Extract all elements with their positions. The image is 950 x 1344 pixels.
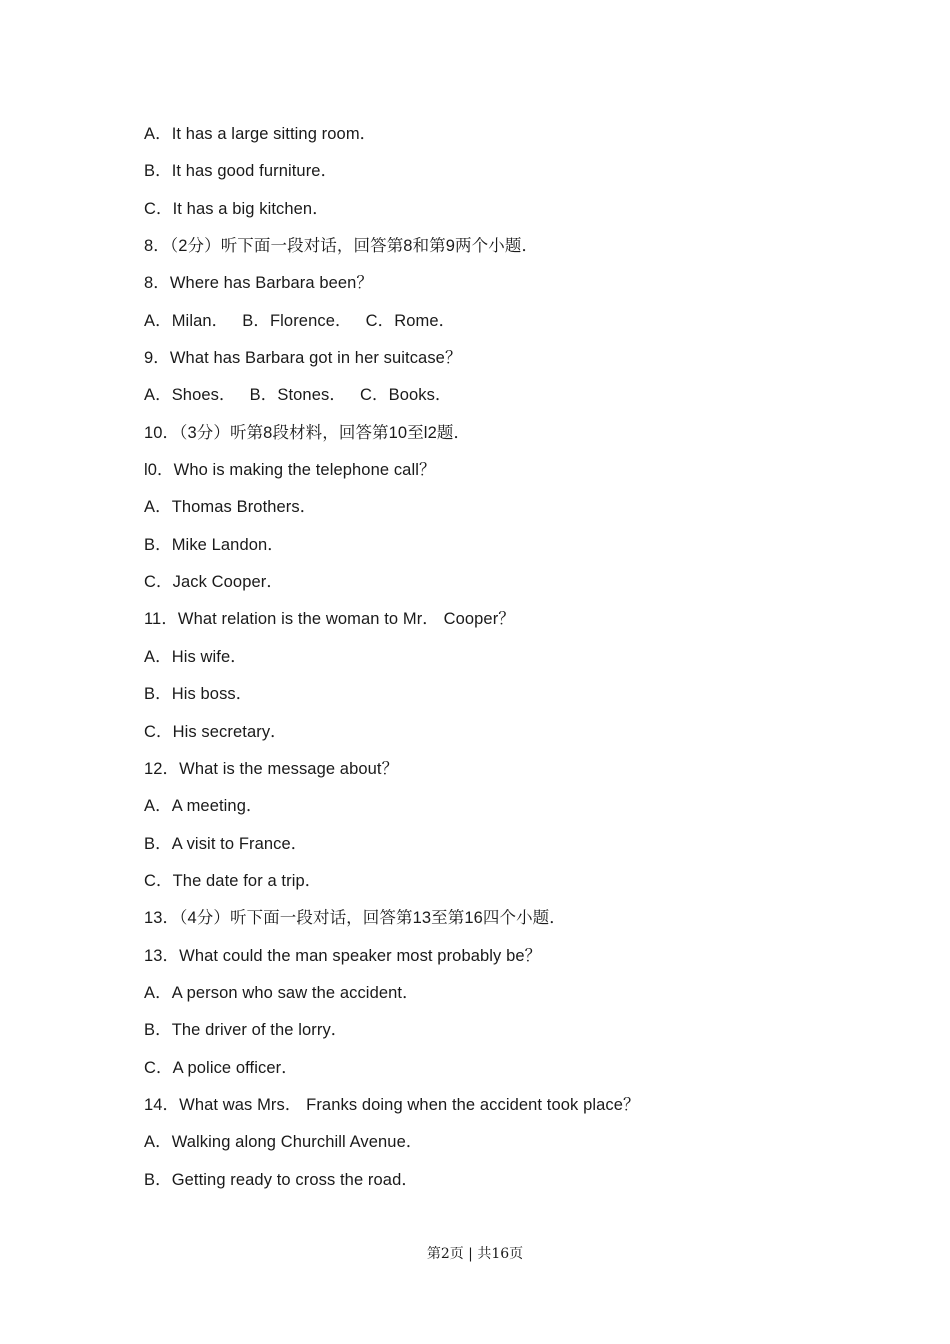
option-line: A．His wife． [144, 647, 247, 666]
option-line: C．The date for a trip． [144, 871, 322, 890]
question-line: l0．Who is making the telephone call？ [144, 461, 436, 480]
section-heading: 8．（2分）听下面一段对话，回答第8和第9两个小题． [144, 237, 539, 256]
question-line: 8．Where has Barbara been？ [144, 274, 374, 293]
option-line: A．A meeting． [144, 797, 263, 816]
option-line: B．Getting ready to cross the road． [144, 1170, 418, 1189]
option-line: C．A police officer． [144, 1058, 298, 1077]
question-line: 13．What could the man speaker most probably be？ [144, 946, 542, 965]
option-line: A．Walking along Churchill Avenue． [144, 1133, 423, 1152]
question-line: 14．What was Mrs． Franks doing when the accident took place？ [144, 1095, 640, 1114]
option-line: C．His secretary． [144, 722, 287, 741]
option-line: B．It has good furniture． [144, 162, 338, 181]
option-line: A．Milan． B．Florence． C．Rome． [144, 311, 456, 330]
option-line: A．It has a large sitting room． [144, 125, 377, 143]
question-line: 12．What is the message about？ [144, 759, 399, 778]
question-list [144, 122, 844, 1205]
section-heading: 13．（4分）听下面一段对话，回答第13至第16四个小题． [144, 909, 566, 928]
option-line: B．The driver of the lorry． [144, 1021, 348, 1040]
page-footer: 第2页 | 共16页 [426, 1246, 524, 1262]
option-line: C．Jack Cooper． [144, 573, 283, 592]
option-line: B．A visit to France． [144, 834, 308, 853]
option-line: B．His boss． [144, 685, 253, 704]
option-line: B．Mike Landon． [144, 535, 284, 554]
question-line: 11．What relation is the woman to Mr． Cooper？ [144, 610, 515, 629]
option-line: A．Thomas Brothers． [144, 498, 317, 517]
option-line: A．A person who saw the accident． [144, 983, 419, 1002]
question-line: 9．What has Barbara got in her suitcase？ [144, 349, 462, 368]
option-line: C．It has a big kitchen． [144, 199, 329, 218]
option-line: A．Shoes． B．Stones． C．Books． [144, 386, 452, 405]
section-heading: 10．（3分）听第8段材料，回答第10至l2题． [144, 423, 471, 442]
